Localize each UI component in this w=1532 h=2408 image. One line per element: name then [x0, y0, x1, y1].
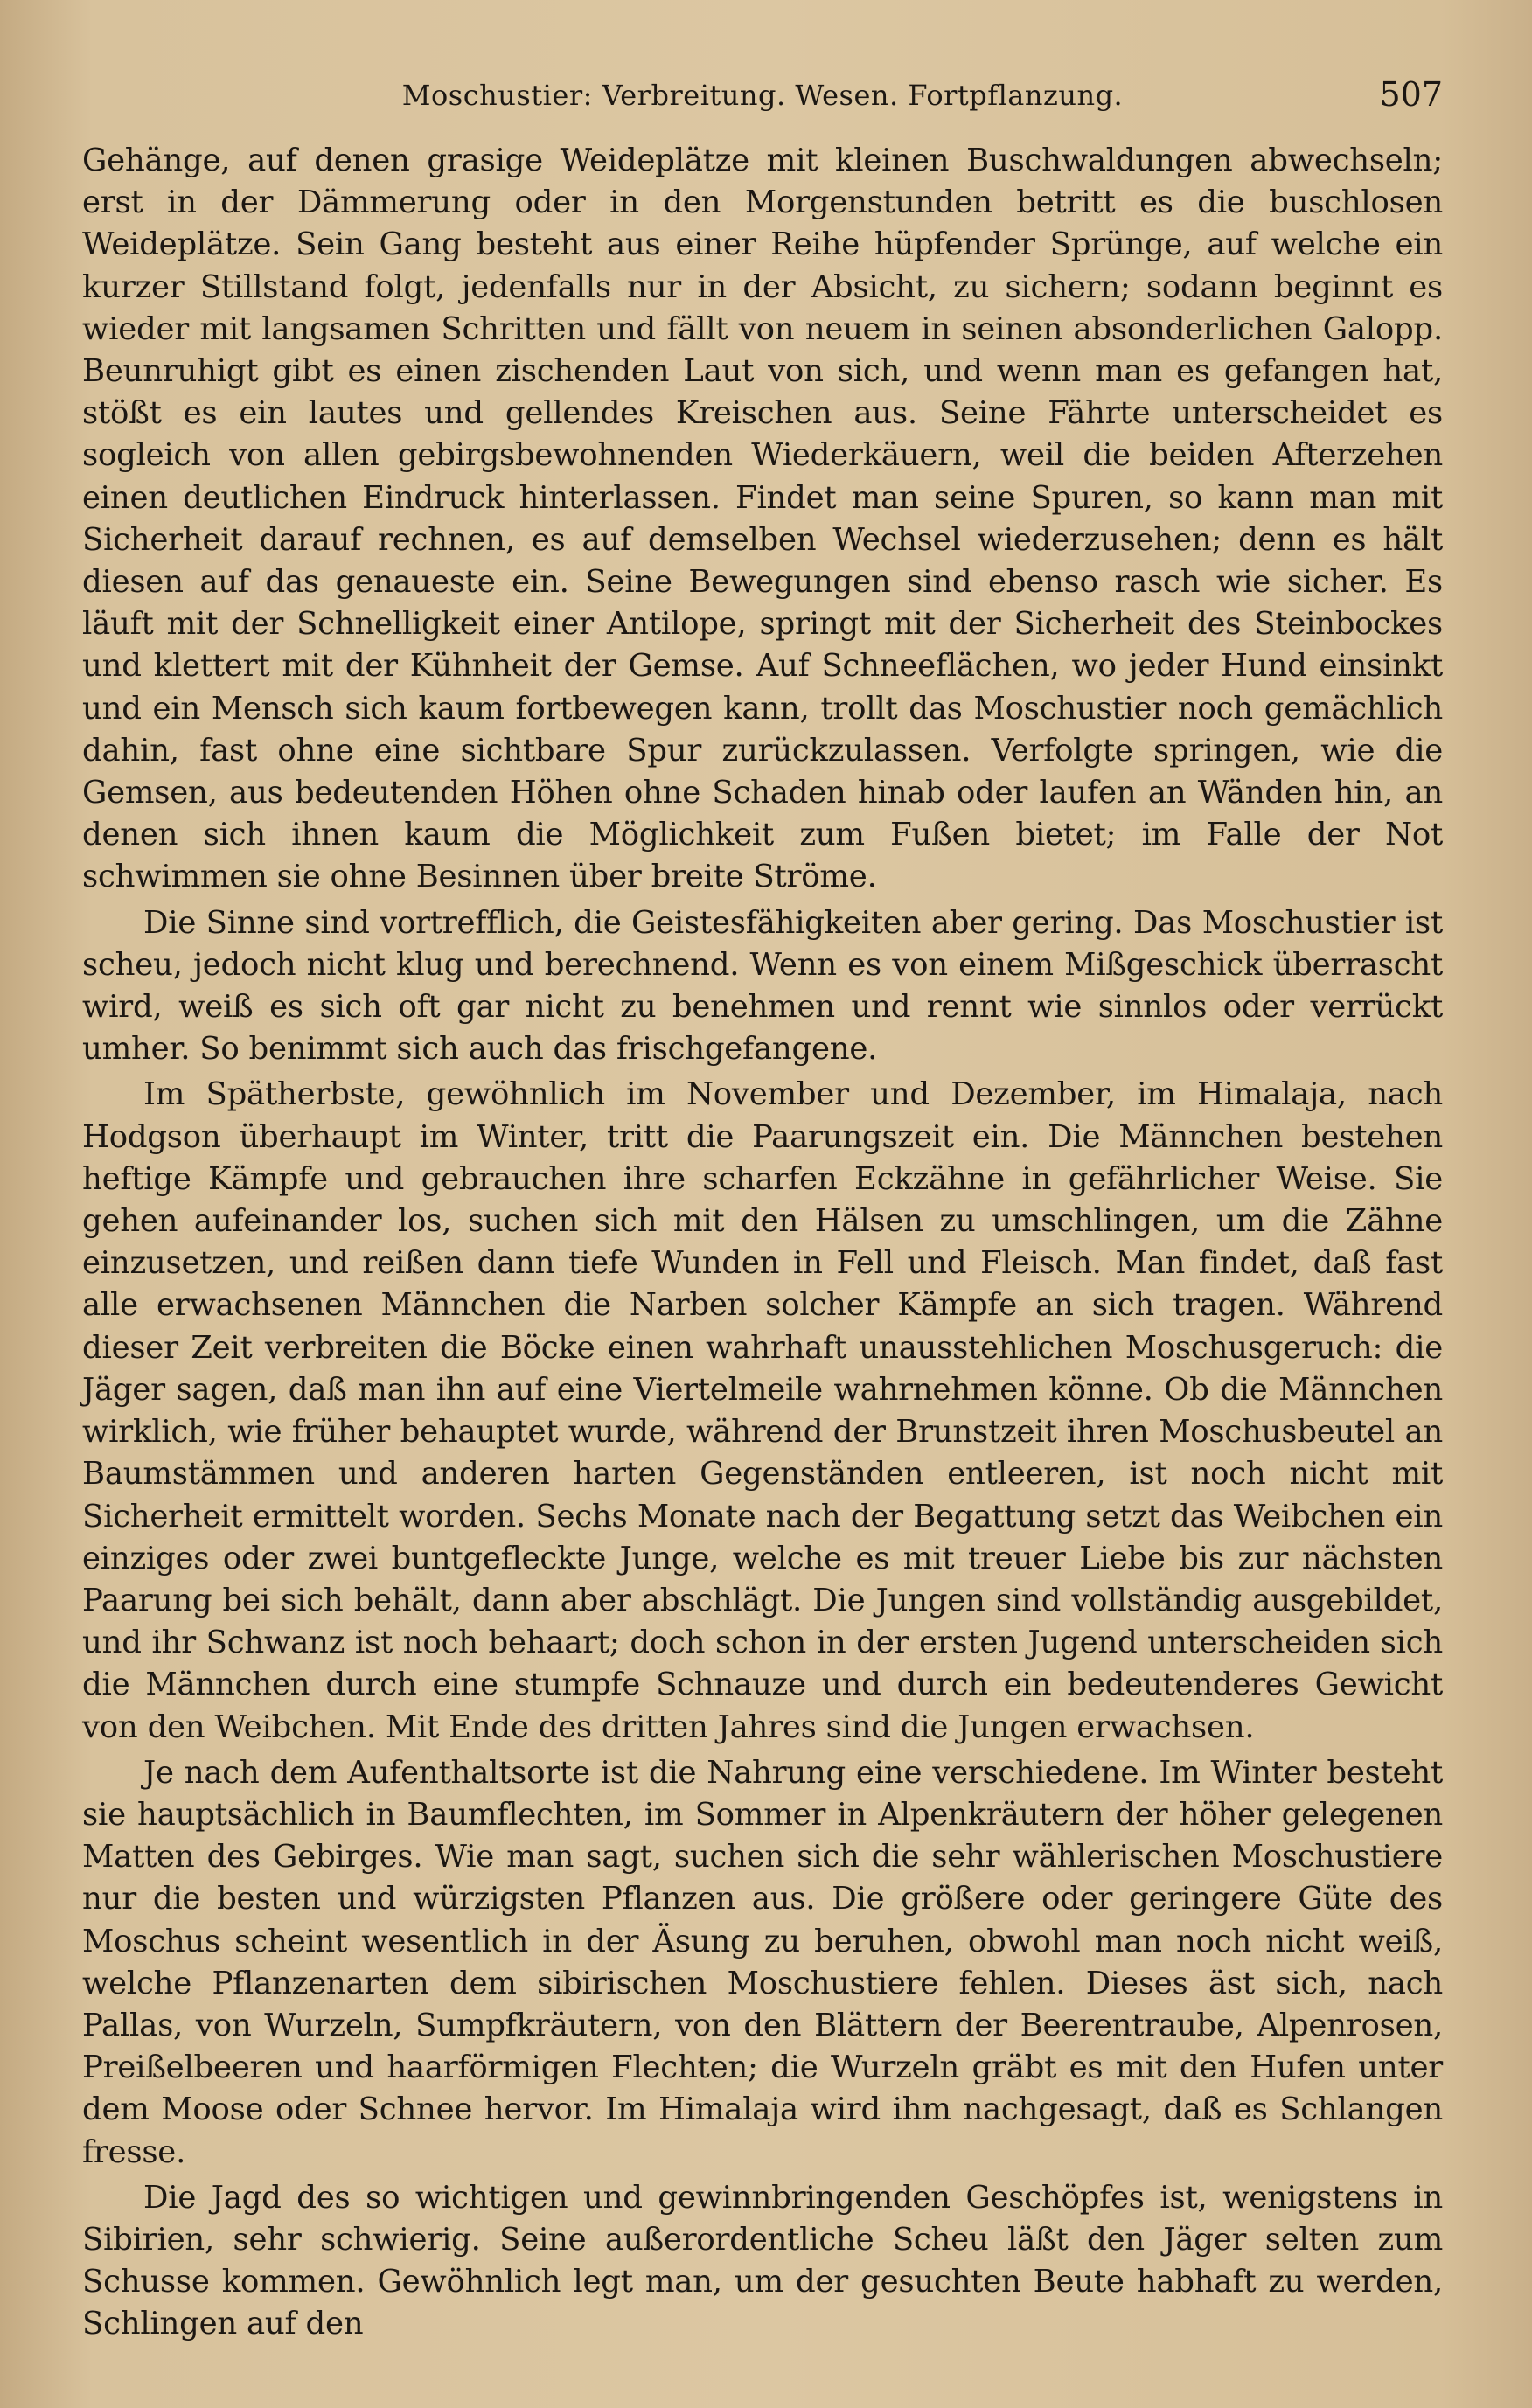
- text-body: [82, 140, 1443, 2349]
- page-header: [82, 72, 1443, 124]
- paragraph-hunting: Die Jagd des so wichtigen und gewinnbringenden Geschöpfes ist, wenigstens in Sibirien, sehr schwierig. Seine außerordentliche Scheu läßt den Jäger selten zum Schusse kommen. Gewöhnlich legt man, um der gesuchten Beute habhaft zu werden, Schlingen auf den: [82, 2179, 1443, 2342]
- paragraph-continuation: Gehänge, auf denen grasige Weideplätze mit kleinen Buschwaldungen abwechseln; erst in der Dämmerung oder in den Morgenstunden betritt es die buschlosen Weideplätze. Sein Gang besteht aus einer Reihe hüpfender Sprünge, auf welche ein kurzer Stillstand folgt, jedenfalls nur in der Absicht, zu sichern; sodann beginnt es wieder mit langsamen Schritten und fällt von neuem in seinen absonderlichen Galopp. Beunruhigt gibt es einen zischenden Laut von sich, und wenn man es gefangen hat, stößt es ein lautes und gellendes Kreischen aus. Seine Fährte unterscheidet es sogleich von allen gebirgsbewohnenden Wiederkäuern, weil die beiden Afterzehen einen deutlichen Eindruck hinterlassen. Findet man seine Spuren, so kann man mit Sicherheit darauf rechnen, es auf demselben Wechsel wiederzusehen; denn es hält diesen auf das genaueste ein. Seine Bewegungen sind ebenso rasch wie sicher. Es läuft mit der Schnelligkeit einer Antilope, springt mit der Sicherheit des Steinbockes und klettert mit der Kühnheit der Gemse. Auf Schneeflächen, wo jeder Hund einsinkt und ein Mensch sich kaum fortbewegen kann, trollt das Moschustier noch gemächlich dahin, fast ohne eine sichtbare Spur zurückzulassen. Verfolgte springen, wie die Gemsen, aus bedeutenden Höhen ohne Schaden hinab oder laufen an Wänden hin, an denen sich ihnen kaum die Möglichkeit zum Fußen bietet; im Falle der Not schwimmen sie ohne Besinnen über breite Ströme.: [82, 143, 1443, 895]
- page-number: 507: [1379, 75, 1443, 114]
- paragraph-mating: Im Spätherbste, gewöhnlich im November und Dezember, im Himalaja, nach Hodgson überhaupt im Winter, tritt die Paarungszeit ein. Die Männchen bestehen heftige Kämpfe und gebrauchen ihre scharfen Eckzähne in gefährlicher Weise. Sie gehen aufeinander los, suchen sich mit den Hälsen zu umschlingen, um die Zähne einzusetzen, und reißen dann tiefe Wunden in Fell und Fleisch. Man findet, daß fast alle erwachsenen Männchen die Narben solcher Kämpfe an sich tragen. Während dieser Zeit verbreiten die Böcke einen wahrhaft unausstehlichen Moschusgeruch: die Jäger sagen, daß man ihn auf eine Viertelmeile wahrnehmen könne. Ob die Männchen wirklich, wie früher behauptet wurde, während der Brunstzeit ihren Moschusbeutel an Baumstämmen und anderen harten Gegenständen entleeren, ist noch nicht mit Sicherheit ermittelt worden. Sechs Monate nach der Begattung setzt das Weibchen ein einziges oder zwei buntgefleckte Junge, welche es mit treuer Liebe bis zur nächsten Paarung bei sich behält, dann aber abschlägt. Die Jungen sind vollständig ausgebildet, und ihr Schwanz ist noch behaart; doch schon in der ersten Jugend unterscheiden sich die Männchen durch eine stumpfe Schnauze und durch ein bedeutenderes Gewicht von den Weibchen. Mit Ende des dritten Jahres sind die Jungen erwachsen.: [82, 1076, 1443, 1745]
- paragraph-senses: Die Sinne sind vortrefflich, die Geistesfähigkeiten aber gering. Das Moschustier ist scheu, jedoch nicht klug und berechnend. Wenn es von einem Mißgeschick überrascht wird, weiß es sich oft gar nicht zu benehmen und rennt wie sinnlos oder verrückt umher. So benimmt sich auch das frischgefangene.: [82, 904, 1443, 1068]
- paragraph-food: Je nach dem Aufenthaltsorte ist die Nahrung eine verschiedene. Im Winter besteht sie hauptsächlich in Baumflechten, im Sommer in Alpenkräutern der höher gelegenen Matten des Gebirges. Wie man sagt, suchen sich die sehr wählerischen Moschustiere nur die besten und würzigsten Pflanzen aus. Die größere oder geringere Güte des Moschus scheint wesentlich in der Äsung zu beruhen, obwohl man noch nicht weiß, welche Pflanzenarten dem sibirischen Moschustiere fehlen. Dieses äst sich, nach Pallas, von Wurzeln, Sumpfkräutern, von den Blättern der Beerentraube, Alpenrosen, Preißelbeeren und haarförmigen Flechten; die Wurzeln gräbt es mit den Hufen unter dem Moose oder Schnee hervor. Im Himalaja wird ihm nachgesagt, daß es Schlangen fresse.: [82, 1754, 1443, 2170]
- running-head: Moschustier: Verbreitung. Wesen. Fortpflanzung.: [401, 79, 1124, 112]
